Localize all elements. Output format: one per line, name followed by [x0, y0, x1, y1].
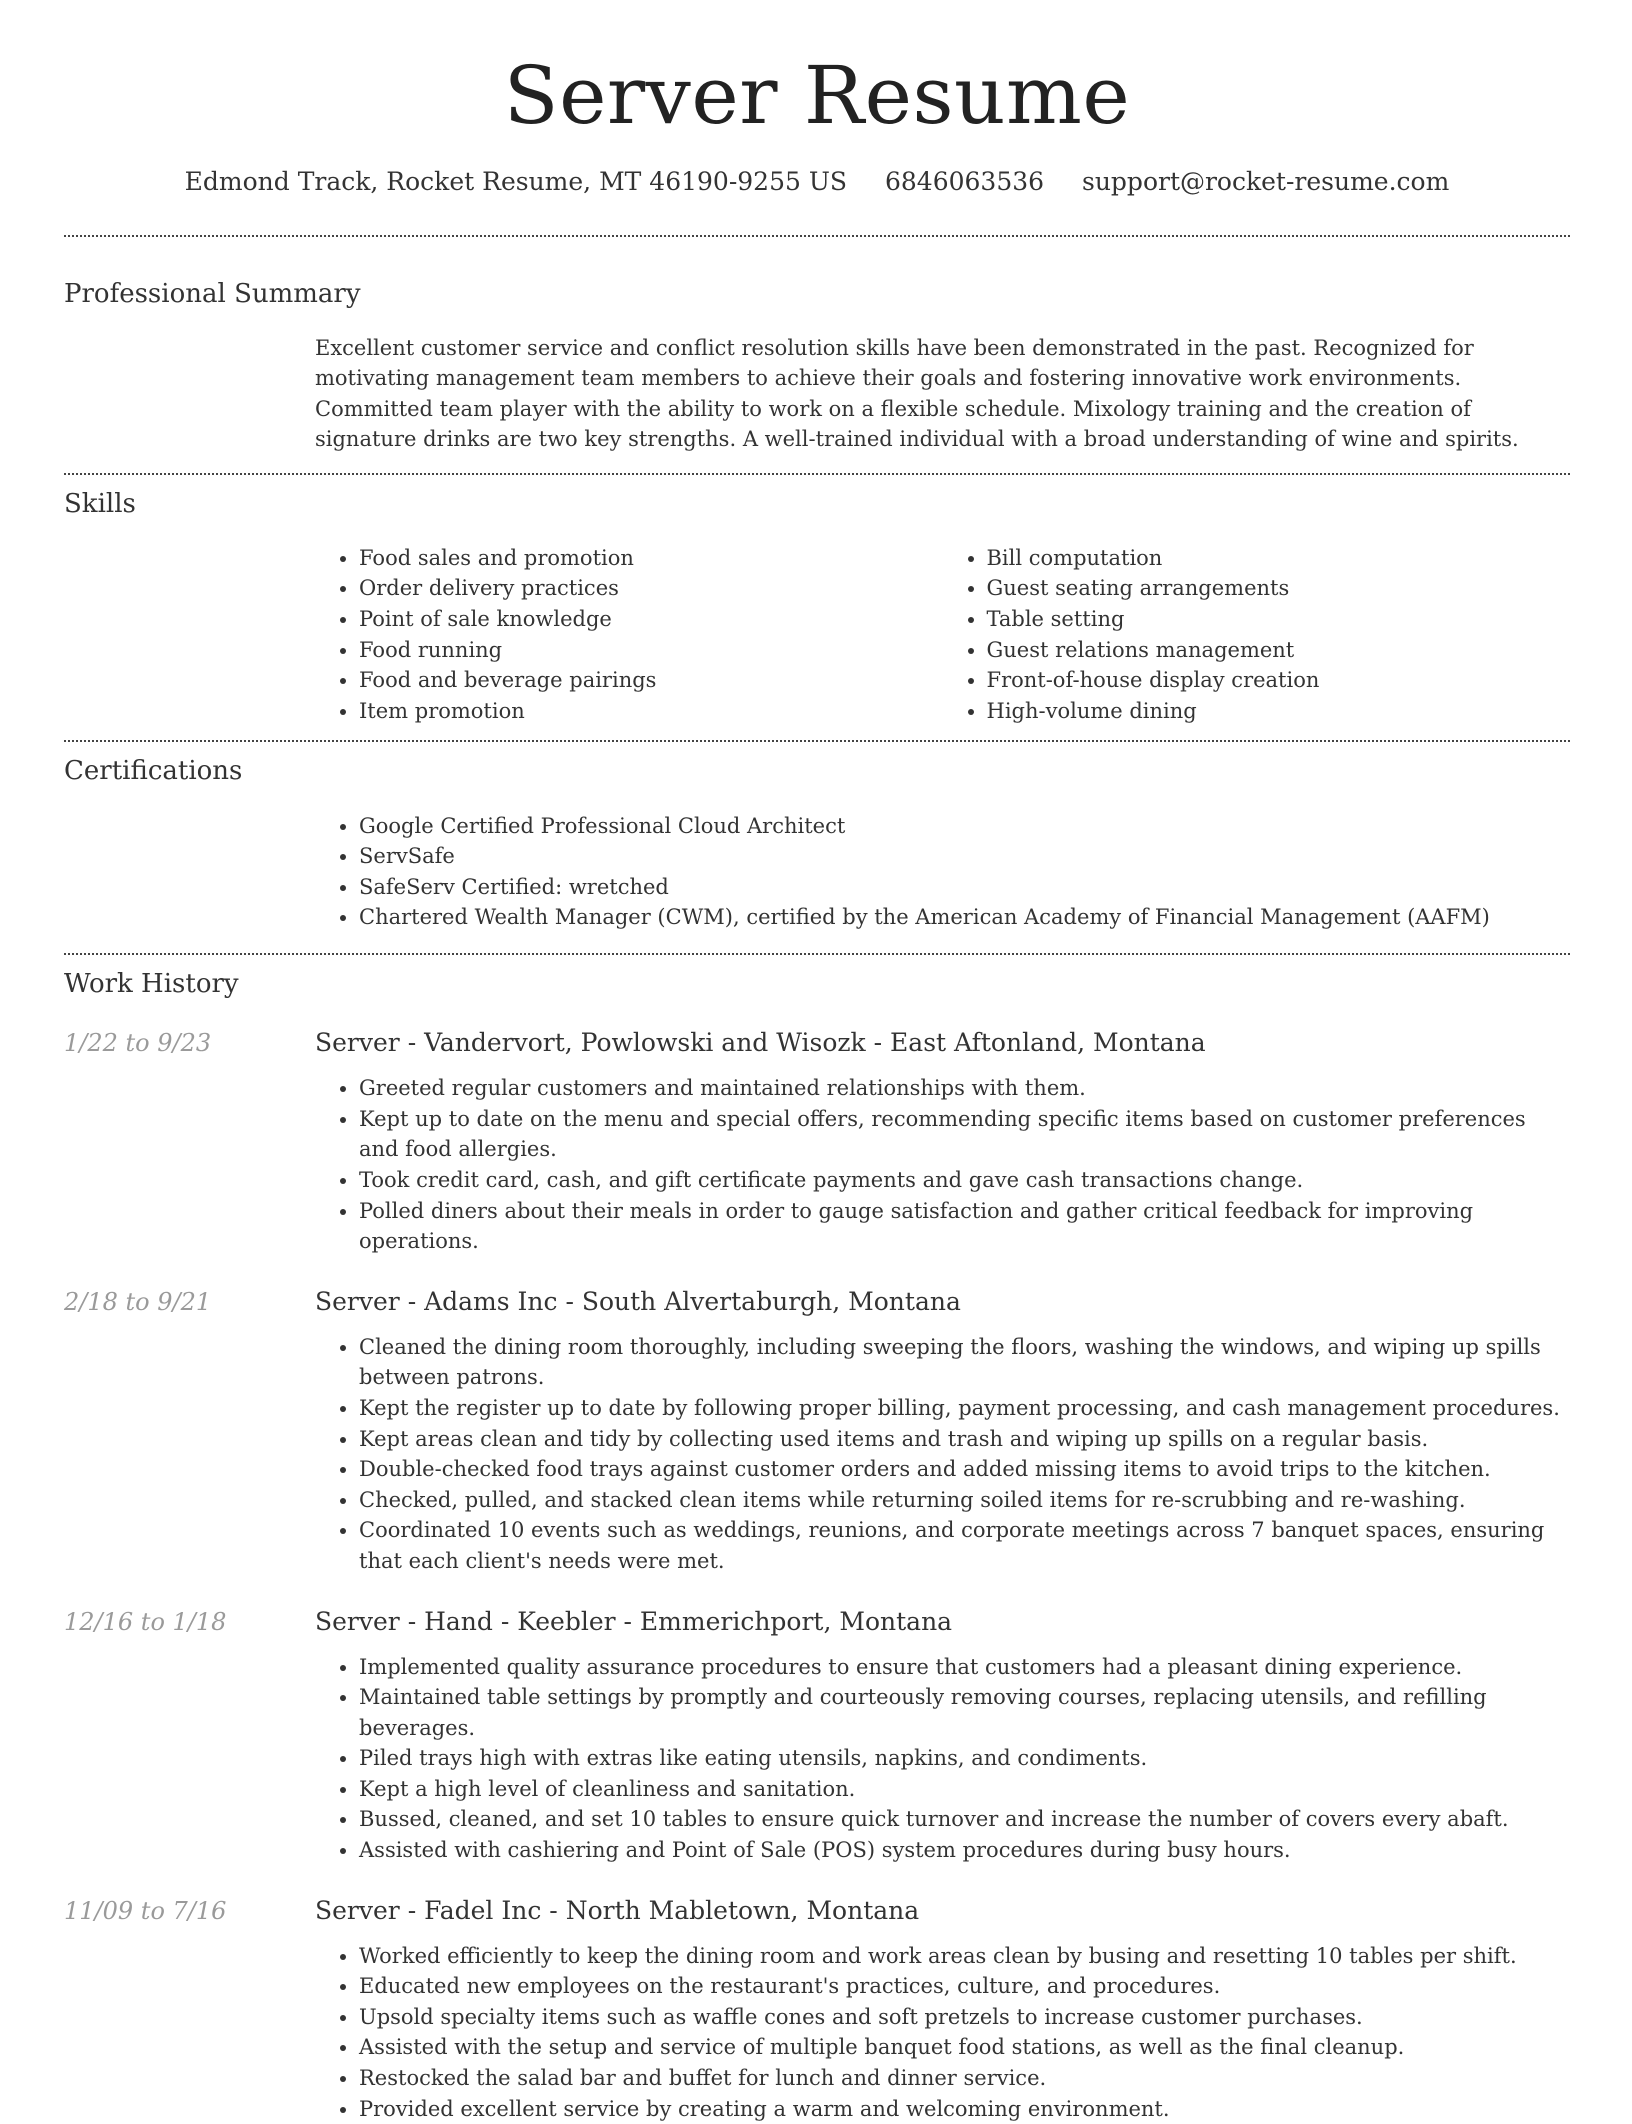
summary-heading: Professional Summary: [64, 278, 361, 309]
skills-list: [315, 543, 1570, 727]
job-header: [64, 1607, 1570, 1636]
job-header: [64, 1896, 1570, 1925]
resume-title: Server Resume: [503, 49, 1131, 142]
duty-item: • Kept a high level of cleanliness and sanitation.: [359, 1774, 1570, 1805]
duty-item: • Restocked the salad bar and buffet for lunch and dinner service.: [359, 2063, 1570, 2094]
resume-page: [64, 0, 1570, 2124]
contact-address: Edmond Track, Rocket Resume, MT 46190-9255 US: [184, 167, 848, 196]
job-duties: [315, 1941, 1570, 2124]
duty-item: • Took credit card, cash, and gift certificate payments and gave cash transactions change.: [359, 1165, 1570, 1196]
contact-email: support@rocket-resume.com: [1082, 167, 1450, 196]
duty-item: • Upsold specialty items such as waffle cones and soft pretzels to increase customer purchases.: [359, 2002, 1570, 2033]
skill-item: • Food running: [359, 635, 943, 666]
job-duties: [315, 1073, 1570, 1257]
skill-item: • Food and beverage pairings: [359, 665, 943, 696]
job-entry: [64, 1607, 1570, 1866]
skill-item: • Guest seating arrangements: [987, 573, 1571, 604]
certifications-divider: [64, 953, 1570, 955]
skill-item: • High-volume dining: [987, 696, 1571, 727]
job-title: Server - Fadel Inc - North Mabletown, Montana: [315, 1895, 920, 1925]
summary-divider: [64, 473, 1570, 475]
certifications-list: [315, 811, 1570, 933]
job-entry: [64, 1028, 1570, 1257]
job-header: [64, 1028, 1570, 1057]
job-entry: [64, 1896, 1570, 2124]
duty-item: • Implemented quality assurance procedures to ensure that customers had a pleasant dining experience.: [359, 1652, 1570, 1683]
certifications-heading: Certifications: [64, 756, 243, 787]
duty-item: • Kept areas clean and tidy by collecting used items and trash and wiping up spills on a regular basis.: [359, 1424, 1570, 1455]
skills-column-left: [315, 543, 943, 727]
summary-section: [64, 279, 1570, 455]
certification-item: • SafeServ Certified: wretched: [359, 872, 1570, 903]
skill-item: • Front-of-house display creation: [987, 665, 1571, 696]
duty-item: • Double-checked food trays against customer orders and added missing items to avoid trips to the kitchen.: [359, 1454, 1570, 1485]
skill-item: • Table setting: [987, 604, 1571, 635]
job-dates: 12/16 to 1/18: [64, 1607, 227, 1636]
job-title: Server - Vandervort, Powlowski and Wisozk - East Aftonland, Montana: [315, 1028, 1206, 1058]
certifications-section: [64, 756, 1570, 933]
job-title: Server - Adams Inc - South Alvertaburgh, Montana: [315, 1286, 961, 1316]
skills-heading: Skills: [64, 488, 136, 519]
duty-item: • Assisted with the setup and service of multiple banquet food stations, as well as the final cleanup.: [359, 2032, 1570, 2063]
duty-item: • Bussed, cleaned, and set 10 tables to ensure quick turnover and increase the number of covers every abaft.: [359, 1804, 1570, 1835]
duty-item: • Maintained table settings by promptly and courteously removing courses, replacing utensils, and refilling beverages.: [359, 1682, 1570, 1743]
summary-text: Excellent customer service and conflict resolution skills have been demonstrated in the past. Recognized for motivating management team members to achieve their goals and fostering innovative work environments. Committed team player with the ability to work on a flexible schedule. Mixology training and the creation of signature drinks are two key strengths. A well-trained individual with a broad understanding of wine and spirits.: [315, 335, 1519, 452]
job-duties: [315, 1332, 1570, 1577]
duty-item: • Coordinated 10 events such as weddings, reunions, and corporate meetings across 7 banquet spaces, ensuring that each client's needs were met.: [359, 1515, 1570, 1576]
certification-item: • Google Certified Professional Cloud Architect: [359, 811, 1570, 842]
certification-item: • Chartered Wealth Manager (CWM), certified by the American Academy of Financial Management (AAFM): [359, 902, 1570, 933]
certification-item: • ServSafe: [359, 841, 1570, 872]
job-duties-list: [315, 1332, 1570, 1577]
job-duties-list: [315, 1073, 1570, 1257]
job-duties-list: [315, 1941, 1570, 2124]
job-duties-list: [315, 1652, 1570, 1866]
skill-item: • Guest relations management: [987, 635, 1571, 666]
job-dates: 1/22 to 9/23: [64, 1029, 212, 1058]
contact-line: [64, 166, 1570, 199]
contact-phone: 6846063536: [884, 167, 1045, 196]
skill-item: • Food sales and promotion: [359, 543, 943, 574]
skill-item: • Point of sale knowledge: [359, 604, 943, 635]
duty-item: • Checked, pulled, and stacked clean items while returning soiled items for re-scrubbing and re-washing.: [359, 1485, 1570, 1516]
job-dates: 11/09 to 7/16: [64, 1896, 227, 1925]
job-header: [64, 1287, 1570, 1316]
duty-item: • Worked efficiently to keep the dining room and work areas clean by busing and resetting 10 tables per shift.: [359, 1941, 1570, 1972]
job-dates: 2/18 to 9/21: [64, 1287, 212, 1316]
skill-item: • Bill computation: [987, 543, 1571, 574]
certifications-bullets: [315, 811, 1570, 933]
duty-item: • Cleaned the dining room thoroughly, including sweeping the floors, washing the windows, and wiping up spills between patrons.: [359, 1332, 1570, 1393]
duty-item: • Kept up to date on the menu and special offers, recommending specific items based on customer preferences and food allergies.: [359, 1104, 1570, 1165]
skills-divider: [64, 740, 1570, 742]
job-duties: [315, 1652, 1570, 1866]
skill-item: • Order delivery practices: [359, 573, 943, 604]
duty-item: • Assisted with cashiering and Point of Sale (POS) system procedures during busy hours.: [359, 1835, 1570, 1866]
skills-section: [64, 489, 1570, 727]
duty-item: • Greeted regular customers and maintained relationships with them.: [359, 1073, 1570, 1104]
work-history-section: [64, 969, 1570, 2124]
duty-item: • Kept the register up to date by following proper billing, payment processing, and cash management procedures.: [359, 1393, 1570, 1424]
job-entry: [64, 1287, 1570, 1577]
duty-item: • Provided excellent service by creating a warm and welcoming environment.: [359, 2094, 1570, 2124]
duty-item: • Polled diners about their meals in order to gauge satisfaction and gather critical feedback for improving operations.: [359, 1196, 1570, 1257]
duty-item: • Educated new employees on the restaurant's practices, culture, and procedures.: [359, 1971, 1570, 2002]
skill-item: • Item promotion: [359, 696, 943, 727]
duty-item: • Piled trays high with extras like eating utensils, napkins, and condiments.: [359, 1743, 1570, 1774]
work-history-heading: Work History: [64, 969, 239, 999]
header-divider: [64, 235, 1570, 237]
skills-column-right: [943, 543, 1571, 727]
job-title: Server - Hand - Keebler - Emmerichport, Montana: [315, 1606, 953, 1636]
